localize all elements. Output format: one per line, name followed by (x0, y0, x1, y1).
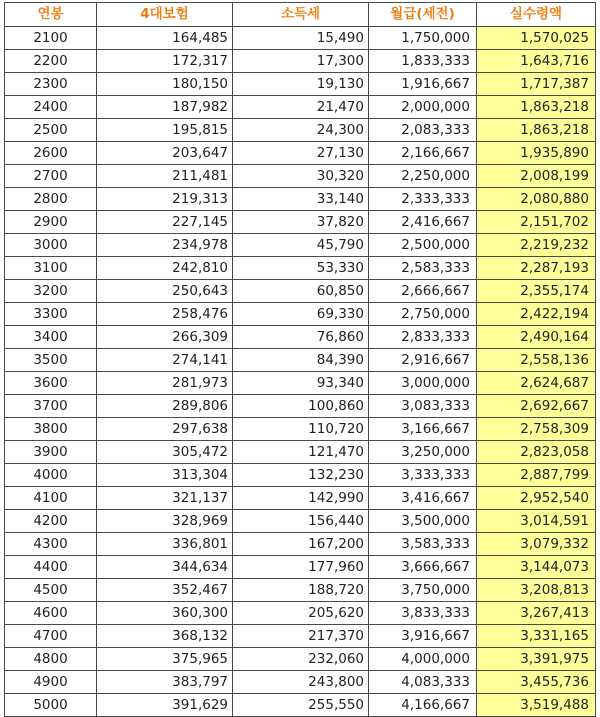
cell-monthly-pretax: 2,833,333 (369, 326, 477, 349)
cell-income-tax: 100,860 (233, 395, 369, 418)
cell-monthly-pretax: 3,416,667 (369, 487, 477, 510)
cell-monthly-pretax: 2,416,667 (369, 211, 477, 234)
cell-net-pay: 3,331,165 (477, 625, 596, 648)
table-row (5, 602, 596, 625)
table-header (5, 3, 596, 27)
cell-annual-salary: 2900 (5, 211, 97, 234)
cell-four-insurances: 195,815 (97, 119, 233, 142)
table-row (5, 27, 596, 50)
cell-income-tax: 30,320 (233, 165, 369, 188)
cell-four-insurances: 281,973 (97, 372, 233, 395)
cell-net-pay: 1,717,387 (477, 73, 596, 96)
cell-income-tax: 243,800 (233, 671, 369, 694)
cell-annual-salary: 2300 (5, 73, 97, 96)
cell-income-tax: 60,850 (233, 280, 369, 303)
cell-net-pay: 3,079,332 (477, 533, 596, 556)
cell-four-insurances: 250,643 (97, 280, 233, 303)
cell-income-tax: 76,860 (233, 326, 369, 349)
cell-income-tax: 15,490 (233, 27, 369, 50)
cell-income-tax: 93,340 (233, 372, 369, 395)
table-row (5, 119, 596, 142)
table-row (5, 349, 596, 372)
cell-four-insurances: 321,137 (97, 487, 233, 510)
cell-net-pay: 1,570,025 (477, 27, 596, 50)
table-row (5, 648, 596, 671)
table-row (5, 73, 596, 96)
cell-monthly-pretax: 2,166,667 (369, 142, 477, 165)
cell-annual-salary: 3900 (5, 441, 97, 464)
cell-annual-salary: 3600 (5, 372, 97, 395)
cell-income-tax: 110,720 (233, 418, 369, 441)
cell-annual-salary: 4700 (5, 625, 97, 648)
cell-monthly-pretax: 2,583,333 (369, 257, 477, 280)
cell-monthly-pretax: 3,166,667 (369, 418, 477, 441)
cell-net-pay: 2,758,309 (477, 418, 596, 441)
cell-four-insurances: 391,629 (97, 694, 233, 717)
cell-annual-salary: 2800 (5, 188, 97, 211)
cell-income-tax: 53,330 (233, 257, 369, 280)
header-four-insurances: 4대보험 (97, 3, 233, 27)
table-row (5, 395, 596, 418)
cell-net-pay: 3,208,813 (477, 579, 596, 602)
cell-four-insurances: 297,638 (97, 418, 233, 441)
table-row (5, 671, 596, 694)
table-row (5, 510, 596, 533)
table-row (5, 50, 596, 73)
header-net-pay: 실수령액 (477, 3, 596, 27)
cell-four-insurances: 242,810 (97, 257, 233, 280)
cell-four-insurances: 344,634 (97, 556, 233, 579)
cell-annual-salary: 4200 (5, 510, 97, 533)
cell-income-tax: 45,790 (233, 234, 369, 257)
table-row (5, 142, 596, 165)
cell-annual-salary: 5000 (5, 694, 97, 717)
cell-annual-salary: 4000 (5, 464, 97, 487)
cell-monthly-pretax: 2,500,000 (369, 234, 477, 257)
cell-four-insurances: 289,806 (97, 395, 233, 418)
cell-monthly-pretax: 2,916,667 (369, 349, 477, 372)
cell-monthly-pretax: 4,083,333 (369, 671, 477, 694)
cell-net-pay: 1,935,890 (477, 142, 596, 165)
cell-annual-salary: 3000 (5, 234, 97, 257)
cell-income-tax: 217,370 (233, 625, 369, 648)
cell-income-tax: 142,990 (233, 487, 369, 510)
cell-monthly-pretax: 3,250,000 (369, 441, 477, 464)
cell-four-insurances: 375,965 (97, 648, 233, 671)
cell-four-insurances: 164,485 (97, 27, 233, 50)
cell-monthly-pretax: 1,916,667 (369, 73, 477, 96)
table-body (5, 27, 596, 717)
cell-net-pay: 1,643,716 (477, 50, 596, 73)
cell-annual-salary: 2700 (5, 165, 97, 188)
cell-net-pay: 2,355,174 (477, 280, 596, 303)
cell-four-insurances: 328,969 (97, 510, 233, 533)
cell-net-pay: 1,863,218 (477, 119, 596, 142)
cell-annual-salary: 4300 (5, 533, 97, 556)
cell-four-insurances: 219,313 (97, 188, 233, 211)
cell-four-insurances: 258,476 (97, 303, 233, 326)
table-row (5, 487, 596, 510)
cell-income-tax: 255,550 (233, 694, 369, 717)
cell-four-insurances: 305,472 (97, 441, 233, 464)
table-row (5, 188, 596, 211)
cell-annual-salary: 3400 (5, 326, 97, 349)
cell-income-tax: 84,390 (233, 349, 369, 372)
cell-annual-salary: 4600 (5, 602, 97, 625)
table-row (5, 96, 596, 119)
cell-annual-salary: 4800 (5, 648, 97, 671)
header-annual-salary: 연봉 (5, 3, 97, 27)
cell-annual-salary: 4100 (5, 487, 97, 510)
cell-annual-salary: 3500 (5, 349, 97, 372)
cell-annual-salary: 2600 (5, 142, 97, 165)
table-row (5, 694, 596, 717)
cell-four-insurances: 227,145 (97, 211, 233, 234)
cell-annual-salary: 4900 (5, 671, 97, 694)
cell-income-tax: 37,820 (233, 211, 369, 234)
cell-net-pay: 2,887,799 (477, 464, 596, 487)
cell-net-pay: 2,287,193 (477, 257, 596, 280)
table-row (5, 441, 596, 464)
cell-four-insurances: 360,300 (97, 602, 233, 625)
cell-four-insurances: 368,132 (97, 625, 233, 648)
salary-table-container (4, 2, 596, 717)
table-row (5, 211, 596, 234)
cell-annual-salary: 2200 (5, 50, 97, 73)
cell-four-insurances: 266,309 (97, 326, 233, 349)
cell-net-pay: 3,391,975 (477, 648, 596, 671)
cell-monthly-pretax: 1,750,000 (369, 27, 477, 50)
cell-net-pay: 2,219,232 (477, 234, 596, 257)
table-row (5, 418, 596, 441)
cell-monthly-pretax: 2,666,667 (369, 280, 477, 303)
table-row (5, 533, 596, 556)
cell-monthly-pretax: 2,333,333 (369, 188, 477, 211)
cell-four-insurances: 234,978 (97, 234, 233, 257)
table-row (5, 280, 596, 303)
cell-income-tax: 24,300 (233, 119, 369, 142)
cell-monthly-pretax: 1,833,333 (369, 50, 477, 73)
cell-income-tax: 232,060 (233, 648, 369, 671)
table-row (5, 625, 596, 648)
cell-annual-salary: 3700 (5, 395, 97, 418)
cell-annual-salary: 2100 (5, 27, 97, 50)
cell-income-tax: 167,200 (233, 533, 369, 556)
header-income-tax: 소득세 (233, 3, 369, 27)
cell-income-tax: 27,130 (233, 142, 369, 165)
table-row (5, 326, 596, 349)
cell-monthly-pretax: 3,916,667 (369, 625, 477, 648)
cell-net-pay: 2,692,667 (477, 395, 596, 418)
cell-annual-salary: 3100 (5, 257, 97, 280)
cell-net-pay: 3,267,413 (477, 602, 596, 625)
cell-net-pay: 2,624,687 (477, 372, 596, 395)
cell-net-pay: 3,455,736 (477, 671, 596, 694)
cell-monthly-pretax: 2,000,000 (369, 96, 477, 119)
table-row (5, 372, 596, 395)
cell-net-pay: 3,014,591 (477, 510, 596, 533)
cell-income-tax: 205,620 (233, 602, 369, 625)
cell-net-pay: 2,952,540 (477, 487, 596, 510)
cell-monthly-pretax: 4,166,667 (369, 694, 477, 717)
cell-income-tax: 121,470 (233, 441, 369, 464)
cell-income-tax: 156,440 (233, 510, 369, 533)
cell-annual-salary: 4500 (5, 579, 97, 602)
cell-monthly-pretax: 3,666,667 (369, 556, 477, 579)
cell-four-insurances: 274,141 (97, 349, 233, 372)
header-row (5, 3, 596, 27)
cell-income-tax: 188,720 (233, 579, 369, 602)
cell-annual-salary: 3800 (5, 418, 97, 441)
cell-income-tax: 69,330 (233, 303, 369, 326)
cell-monthly-pretax: 3,000,000 (369, 372, 477, 395)
cell-income-tax: 33,140 (233, 188, 369, 211)
cell-income-tax: 19,130 (233, 73, 369, 96)
cell-monthly-pretax: 4,000,000 (369, 648, 477, 671)
cell-monthly-pretax: 2,250,000 (369, 165, 477, 188)
cell-net-pay: 2,558,136 (477, 349, 596, 372)
cell-annual-salary: 2500 (5, 119, 97, 142)
table-row (5, 234, 596, 257)
table-row (5, 556, 596, 579)
cell-four-insurances: 203,647 (97, 142, 233, 165)
salary-table (4, 2, 596, 717)
cell-income-tax: 17,300 (233, 50, 369, 73)
cell-net-pay: 2,008,199 (477, 165, 596, 188)
cell-annual-salary: 3300 (5, 303, 97, 326)
cell-net-pay: 3,519,488 (477, 694, 596, 717)
table-row (5, 257, 596, 280)
cell-net-pay: 2,080,880 (477, 188, 596, 211)
cell-annual-salary: 3200 (5, 280, 97, 303)
header-monthly-pretax: 월급(세전) (369, 3, 477, 27)
table-row (5, 303, 596, 326)
cell-four-insurances: 336,801 (97, 533, 233, 556)
cell-four-insurances: 383,797 (97, 671, 233, 694)
cell-four-insurances: 187,982 (97, 96, 233, 119)
cell-net-pay: 2,151,702 (477, 211, 596, 234)
cell-income-tax: 177,960 (233, 556, 369, 579)
cell-four-insurances: 180,150 (97, 73, 233, 96)
cell-four-insurances: 352,467 (97, 579, 233, 602)
cell-monthly-pretax: 3,333,333 (369, 464, 477, 487)
table-row (5, 464, 596, 487)
cell-monthly-pretax: 3,833,333 (369, 602, 477, 625)
table-row (5, 165, 596, 188)
cell-monthly-pretax: 3,583,333 (369, 533, 477, 556)
cell-income-tax: 21,470 (233, 96, 369, 119)
cell-net-pay: 3,144,073 (477, 556, 596, 579)
cell-monthly-pretax: 3,750,000 (369, 579, 477, 602)
cell-monthly-pretax: 3,083,333 (369, 395, 477, 418)
cell-annual-salary: 4400 (5, 556, 97, 579)
cell-four-insurances: 172,317 (97, 50, 233, 73)
cell-net-pay: 2,422,194 (477, 303, 596, 326)
cell-monthly-pretax: 3,500,000 (369, 510, 477, 533)
cell-annual-salary: 2400 (5, 96, 97, 119)
cell-four-insurances: 211,481 (97, 165, 233, 188)
cell-net-pay: 2,490,164 (477, 326, 596, 349)
cell-monthly-pretax: 2,750,000 (369, 303, 477, 326)
table-row (5, 579, 596, 602)
cell-four-insurances: 313,304 (97, 464, 233, 487)
cell-monthly-pretax: 2,083,333 (369, 119, 477, 142)
cell-net-pay: 2,823,058 (477, 441, 596, 464)
cell-income-tax: 132,230 (233, 464, 369, 487)
cell-net-pay: 1,863,218 (477, 96, 596, 119)
